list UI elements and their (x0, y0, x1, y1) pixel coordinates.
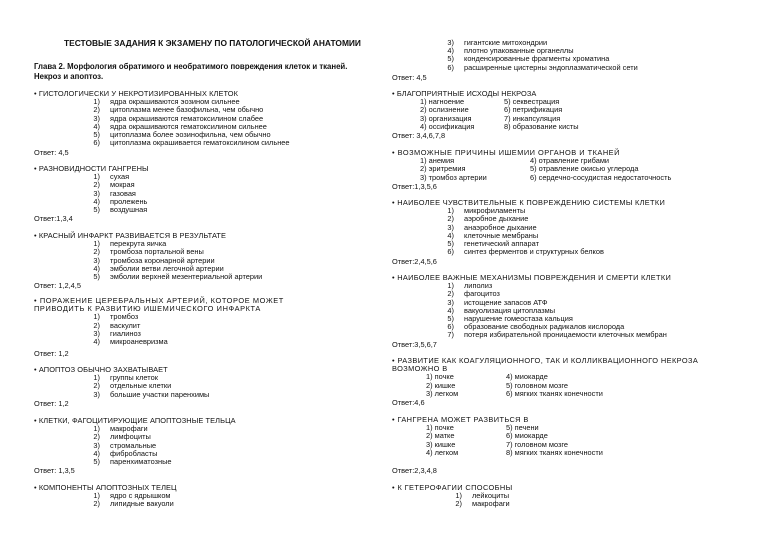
question-4 (34, 297, 334, 346)
option-item: 4) легком (426, 447, 459, 457)
option-number: 1) (447, 281, 454, 291)
options-grid (420, 157, 671, 182)
option-number: 1) (93, 424, 100, 434)
option-item: 1) нагноение (420, 97, 465, 107)
options-list (440, 39, 638, 72)
option-text: гиалиноз (110, 328, 141, 338)
option-text: фибробласты (110, 448, 158, 458)
option-text: конденсированные фрагменты хроматина (464, 54, 610, 64)
option-text: ядра окрашиваются гематоксилином сильнее (110, 121, 267, 131)
option-number: 4) (93, 121, 100, 131)
option-item (86, 273, 262, 281)
option-number: 3) (447, 222, 454, 232)
option-item (86, 425, 236, 433)
option-item: 3) тромбоз артерии (420, 172, 487, 182)
option-text: истощение запасов АТФ (464, 297, 548, 307)
option-number: 2) (455, 499, 462, 509)
option-text: эмболии ветви легочной артерии (110, 263, 224, 273)
option-number: 5) (93, 457, 100, 467)
option-item: 4) отравление грибами (530, 156, 610, 166)
option-text: сухая (110, 172, 130, 182)
options-grid (426, 373, 732, 398)
option-number: 2) (93, 320, 100, 330)
option-text: потеря избирательной проницаемости клеточных мембран (464, 330, 667, 340)
question-11 (392, 274, 671, 340)
option-item: 6) петрификация (504, 105, 563, 115)
option-text: васкулит (110, 320, 141, 330)
option-number: 1) (93, 97, 100, 107)
chapter-heading: Глава 2. Морфология обратимого и необратимого повреждения клеток и тканей. Некроз и апоптоз. (34, 62, 348, 81)
option-number: 3) (93, 255, 100, 265)
option-item: 7) головном мозге (506, 439, 569, 449)
document-title: ТЕСТОВЫЕ ЗАДАНИЯ К ЭКЗАМЕНУ ПО ПАТОЛОГИЧЕСКОЙ АНАТОМИИ (64, 38, 361, 48)
answer: Ответ: 1,2,4,5 (34, 281, 81, 290)
option-text: цитоплазма более эозинофильна, чем обычно (110, 130, 271, 140)
answer: Ответ:2,4,5,6 (392, 257, 437, 266)
options-list (448, 492, 513, 508)
options-list (86, 240, 262, 281)
option-number: 3) (447, 38, 454, 47)
question-8 (392, 90, 579, 131)
option-item: 5) головном мозге (506, 380, 569, 390)
answer: Ответ: 4,5 (392, 73, 427, 82)
option-item (440, 331, 671, 339)
question-text: • НАИБОЛЕЕ ВАЖНЫЕ МЕХАНИЗМЫ ПОВРЕЖДЕНИЯ И СМЕРТИ КЛЕТКИ (392, 273, 672, 282)
option-text: тромбоз (110, 312, 139, 322)
option-item: 1) почке (426, 372, 454, 382)
options-list (86, 98, 290, 147)
option-text: анаэробное дыхание (464, 222, 537, 232)
option-number: 5) (447, 314, 454, 324)
option-number: 5) (93, 272, 100, 282)
option-text: перекрута яичка (110, 239, 167, 249)
option-text: образование свободных радикалов кислорода (464, 322, 625, 332)
option-number: 2) (447, 214, 454, 224)
option-number: 1) (455, 491, 462, 501)
option-number: 4) (93, 448, 100, 458)
option-number: 1) (93, 373, 100, 383)
option-text: стромальные (110, 440, 157, 450)
option-text: макрофаги (472, 499, 510, 509)
option-item: 3) кишке (426, 439, 456, 449)
question-9 (392, 149, 671, 182)
question-text: • ГИСТОЛОГИЧЕСКИ У НЕКРОТИЗИРОВАННЫХ КЛЕТОК (34, 89, 239, 98)
option-number: 2) (93, 499, 100, 509)
question-text: • К ГЕТЕРОФАГИИ СПОСОБНЫ (392, 483, 513, 492)
option-text: паренхиматозные (110, 457, 172, 467)
option-text: ядра окрашиваются гематоксилином слабее (110, 113, 264, 123)
question-13 (392, 416, 603, 457)
option-number: 5) (93, 130, 100, 140)
option-number: 4) (93, 196, 100, 206)
question-3 (34, 232, 262, 281)
option-item (86, 458, 236, 466)
question-2 (34, 165, 149, 214)
option-number: 3) (93, 440, 100, 450)
option-number: 6) (447, 62, 454, 72)
option-number: 3) (93, 389, 100, 399)
option-item: 4) оссификация (420, 121, 475, 131)
option-text: лейкоциты (472, 491, 510, 501)
option-item (86, 433, 236, 441)
option-number: 1) (93, 172, 100, 182)
question-text: • РАЗВИТИЕ КАК КОАГУЛЯЦИОННОГО, ТАК И КОЛЛИКВАЦИОННОГО НЕКРОЗА ВОЗМОЖНО В (392, 356, 699, 374)
option-item: 8) мягких тканях конечности (506, 447, 603, 457)
option-number: 3) (93, 328, 100, 338)
option-number: 5) (93, 205, 100, 215)
option-number: 1) (93, 312, 100, 322)
option-text: синтез ферментов и структурных белков (464, 247, 604, 257)
answer: Ответ: 4,5 (34, 148, 69, 157)
option-text: тромбоза коронарной артерии (110, 255, 215, 265)
option-number: 2) (447, 289, 454, 299)
option-item (86, 500, 177, 508)
option-item: 6) сердечно-сосудистая недостаточность (530, 172, 672, 182)
question-5 (34, 366, 209, 399)
option-text: цитоплазма окрашивается гематоксилином сильнее (110, 138, 290, 148)
answer: Ответ: 1,3,5 (34, 466, 75, 475)
option-number: 1) (93, 239, 100, 249)
option-number: 4) (447, 230, 454, 240)
option-text: вакуолизация цитоплазмы (464, 305, 556, 315)
option-number: 7) (447, 330, 454, 340)
question-1 (34, 90, 290, 147)
options-grid (420, 98, 579, 131)
option-item (448, 500, 513, 508)
options-list (86, 374, 209, 399)
option-item: 5) отравление окисью углерода (530, 164, 639, 174)
option-text: тромбоза портальной вены (110, 247, 204, 257)
option-text: липолиз (464, 281, 493, 291)
option-item (86, 139, 290, 147)
question-10 (392, 199, 665, 256)
option-item: 1) анемия (420, 156, 455, 166)
answer: Ответ: 1,2 (34, 399, 69, 408)
option-text: генетический аппарат (464, 239, 539, 249)
option-text: большие участки паренхимы (110, 389, 210, 399)
option-item (440, 248, 665, 256)
question-6 (34, 417, 236, 466)
option-text: группы клеток (110, 373, 158, 383)
option-text: аэробное дыхание (464, 214, 529, 224)
answer: Ответ: 1,2 (34, 349, 69, 358)
question-12 (392, 357, 732, 398)
option-item: 3) организация (420, 113, 472, 123)
answer: Ответ: 3,4,6,7,8 (392, 131, 446, 140)
options-list (86, 173, 149, 214)
option-number: 6) (447, 247, 454, 257)
options-list (440, 282, 671, 339)
option-number: 6) (447, 322, 454, 332)
option-text: газовая (110, 188, 136, 198)
option-number: 2) (93, 432, 100, 442)
option-text: плотно упакованные органеллы (464, 46, 574, 56)
option-item: 1) почке (426, 423, 454, 433)
answer: Ответ:1,3,5,6 (392, 182, 437, 191)
answer: Ответ:1,3,4 (34, 214, 73, 223)
question-7-continued (398, 39, 638, 72)
option-item: 7) инкапсуляция (504, 113, 561, 123)
option-number: 1) (93, 491, 100, 501)
option-text: ядро с ядрышком (110, 491, 171, 501)
question-text: • ПОРАЖЕНИЕ ЦЕРЕБРАЛЬНЫХ АРТЕРИЙ, КОТОРОЕ МОЖЕТ ПРИВОДИТЬ К РАЗВИТИЮ ИШЕМИЧЕСКОГО ИНФАРКТА (34, 296, 284, 314)
question-text: • НАИБОЛЕЕ ЧУВСТВИТЕЛЬНЫЕ К ПОВРЕЖДЕНИЮ СИСТЕМЫ КЛЕТКИ (392, 198, 666, 207)
question-text: • КЛЕТКИ, ФАГОЦИТИРУЮЩИЕ АПОПТОЗНЫЕ ТЕЛЬЦА (34, 416, 236, 425)
option-item (86, 391, 209, 399)
option-item: 6) миокарде (506, 431, 548, 441)
option-item: 2) кишке (426, 380, 456, 390)
question-14 (392, 484, 513, 509)
option-text: ядра окрашиваются эозином сильнее (110, 97, 240, 107)
option-text: мокрая (110, 180, 135, 190)
options-list (86, 492, 177, 508)
option-text: фагоцитоз (464, 289, 500, 299)
options-list (86, 425, 236, 466)
option-text: воздушная (110, 205, 148, 215)
option-number: 2) (93, 247, 100, 257)
option-item (440, 64, 638, 72)
option-item: 8) образование кисты (504, 121, 579, 131)
option-number: 4) (447, 46, 454, 56)
answer: Ответ:4,6 (392, 398, 425, 407)
option-number: 5) (447, 54, 454, 64)
option-number: 1) (447, 206, 454, 216)
question-text: • ВОЗМОЖНЫЕ ПРИЧИНЫ ИШЕМИИ ОРГАНОВ И ТКАНЕЙ (392, 148, 620, 157)
option-text: расширенные цистерны эндоплазматической сети (464, 62, 638, 72)
option-text: клеточные мембраны (464, 230, 539, 240)
question-text: • БЛАГОПРИЯТНЫЕ ИСХОДЫ НЕКРОЗА (392, 89, 537, 98)
option-number: 4) (93, 337, 100, 347)
question-text: • АПОПТОЗ ОБЫЧНО ЗАХВАТЫВАЕТ (34, 365, 168, 374)
option-number: 2) (93, 381, 100, 391)
option-text: отдельные клетки (110, 381, 172, 391)
option-item: 4) миокарде (506, 372, 548, 382)
option-text: микроаневризма (110, 337, 168, 347)
option-text: эмболии верхней мезентериальной артерии (110, 272, 263, 282)
question-text: • РАЗНОВИДНОСТИ ГАНГРЕНЫ (34, 164, 149, 173)
option-item: 3) легком (426, 388, 459, 398)
option-number: 4) (93, 263, 100, 273)
option-item (86, 206, 149, 214)
option-number: 3) (447, 297, 454, 307)
option-text: макрофаги (110, 424, 148, 434)
option-text: липидные вакуоли (110, 499, 174, 509)
answer: Ответ:3,5,6,7 (392, 340, 437, 349)
question-7 (34, 484, 177, 509)
options-list (440, 207, 665, 256)
option-number: 2) (93, 105, 100, 115)
option-item (86, 338, 334, 346)
option-item: 2) матке (426, 431, 455, 441)
answer: Ответ:2,3,4,8 (392, 466, 437, 475)
option-text: пролежень (110, 196, 148, 206)
option-item: 5) секвестрация (504, 97, 560, 107)
question-text: • КОМПОНЕНТЫ АПОПТОЗНЫХ ТЕЛЕЦ (34, 483, 177, 492)
question-text: • ГАНГРЕНА МОЖЕТ РАЗВИТЬСЯ В (392, 415, 529, 424)
question-text: • КРАСНЫЙ ИНФАРКТ РАЗВИВАЕТСЯ В РЕЗУЛЬТАТЕ (34, 231, 227, 240)
option-text: лимфоциты (110, 432, 151, 442)
option-item: 2) ослизнение (420, 105, 469, 115)
options-grid (426, 424, 603, 457)
option-text: гигантские митохондрии (464, 38, 548, 47)
option-number: 5) (447, 239, 454, 249)
option-item: 2) эритремия (420, 164, 466, 174)
option-text: цитоплазма менее базофильна, чем обычно (110, 105, 264, 115)
option-text: микрофиламенты (464, 206, 526, 216)
options-list (86, 313, 334, 346)
option-number: 3) (93, 113, 100, 123)
option-item: 6) мягких тканях конечности (506, 388, 603, 398)
option-item (86, 442, 236, 450)
option-number: 4) (447, 305, 454, 315)
option-number: 3) (93, 188, 100, 198)
option-text: нарушение гомеостаза кальция (464, 314, 573, 324)
option-item: 5) печени (506, 423, 539, 433)
option-number: 6) (93, 138, 100, 148)
option-number: 2) (93, 180, 100, 190)
